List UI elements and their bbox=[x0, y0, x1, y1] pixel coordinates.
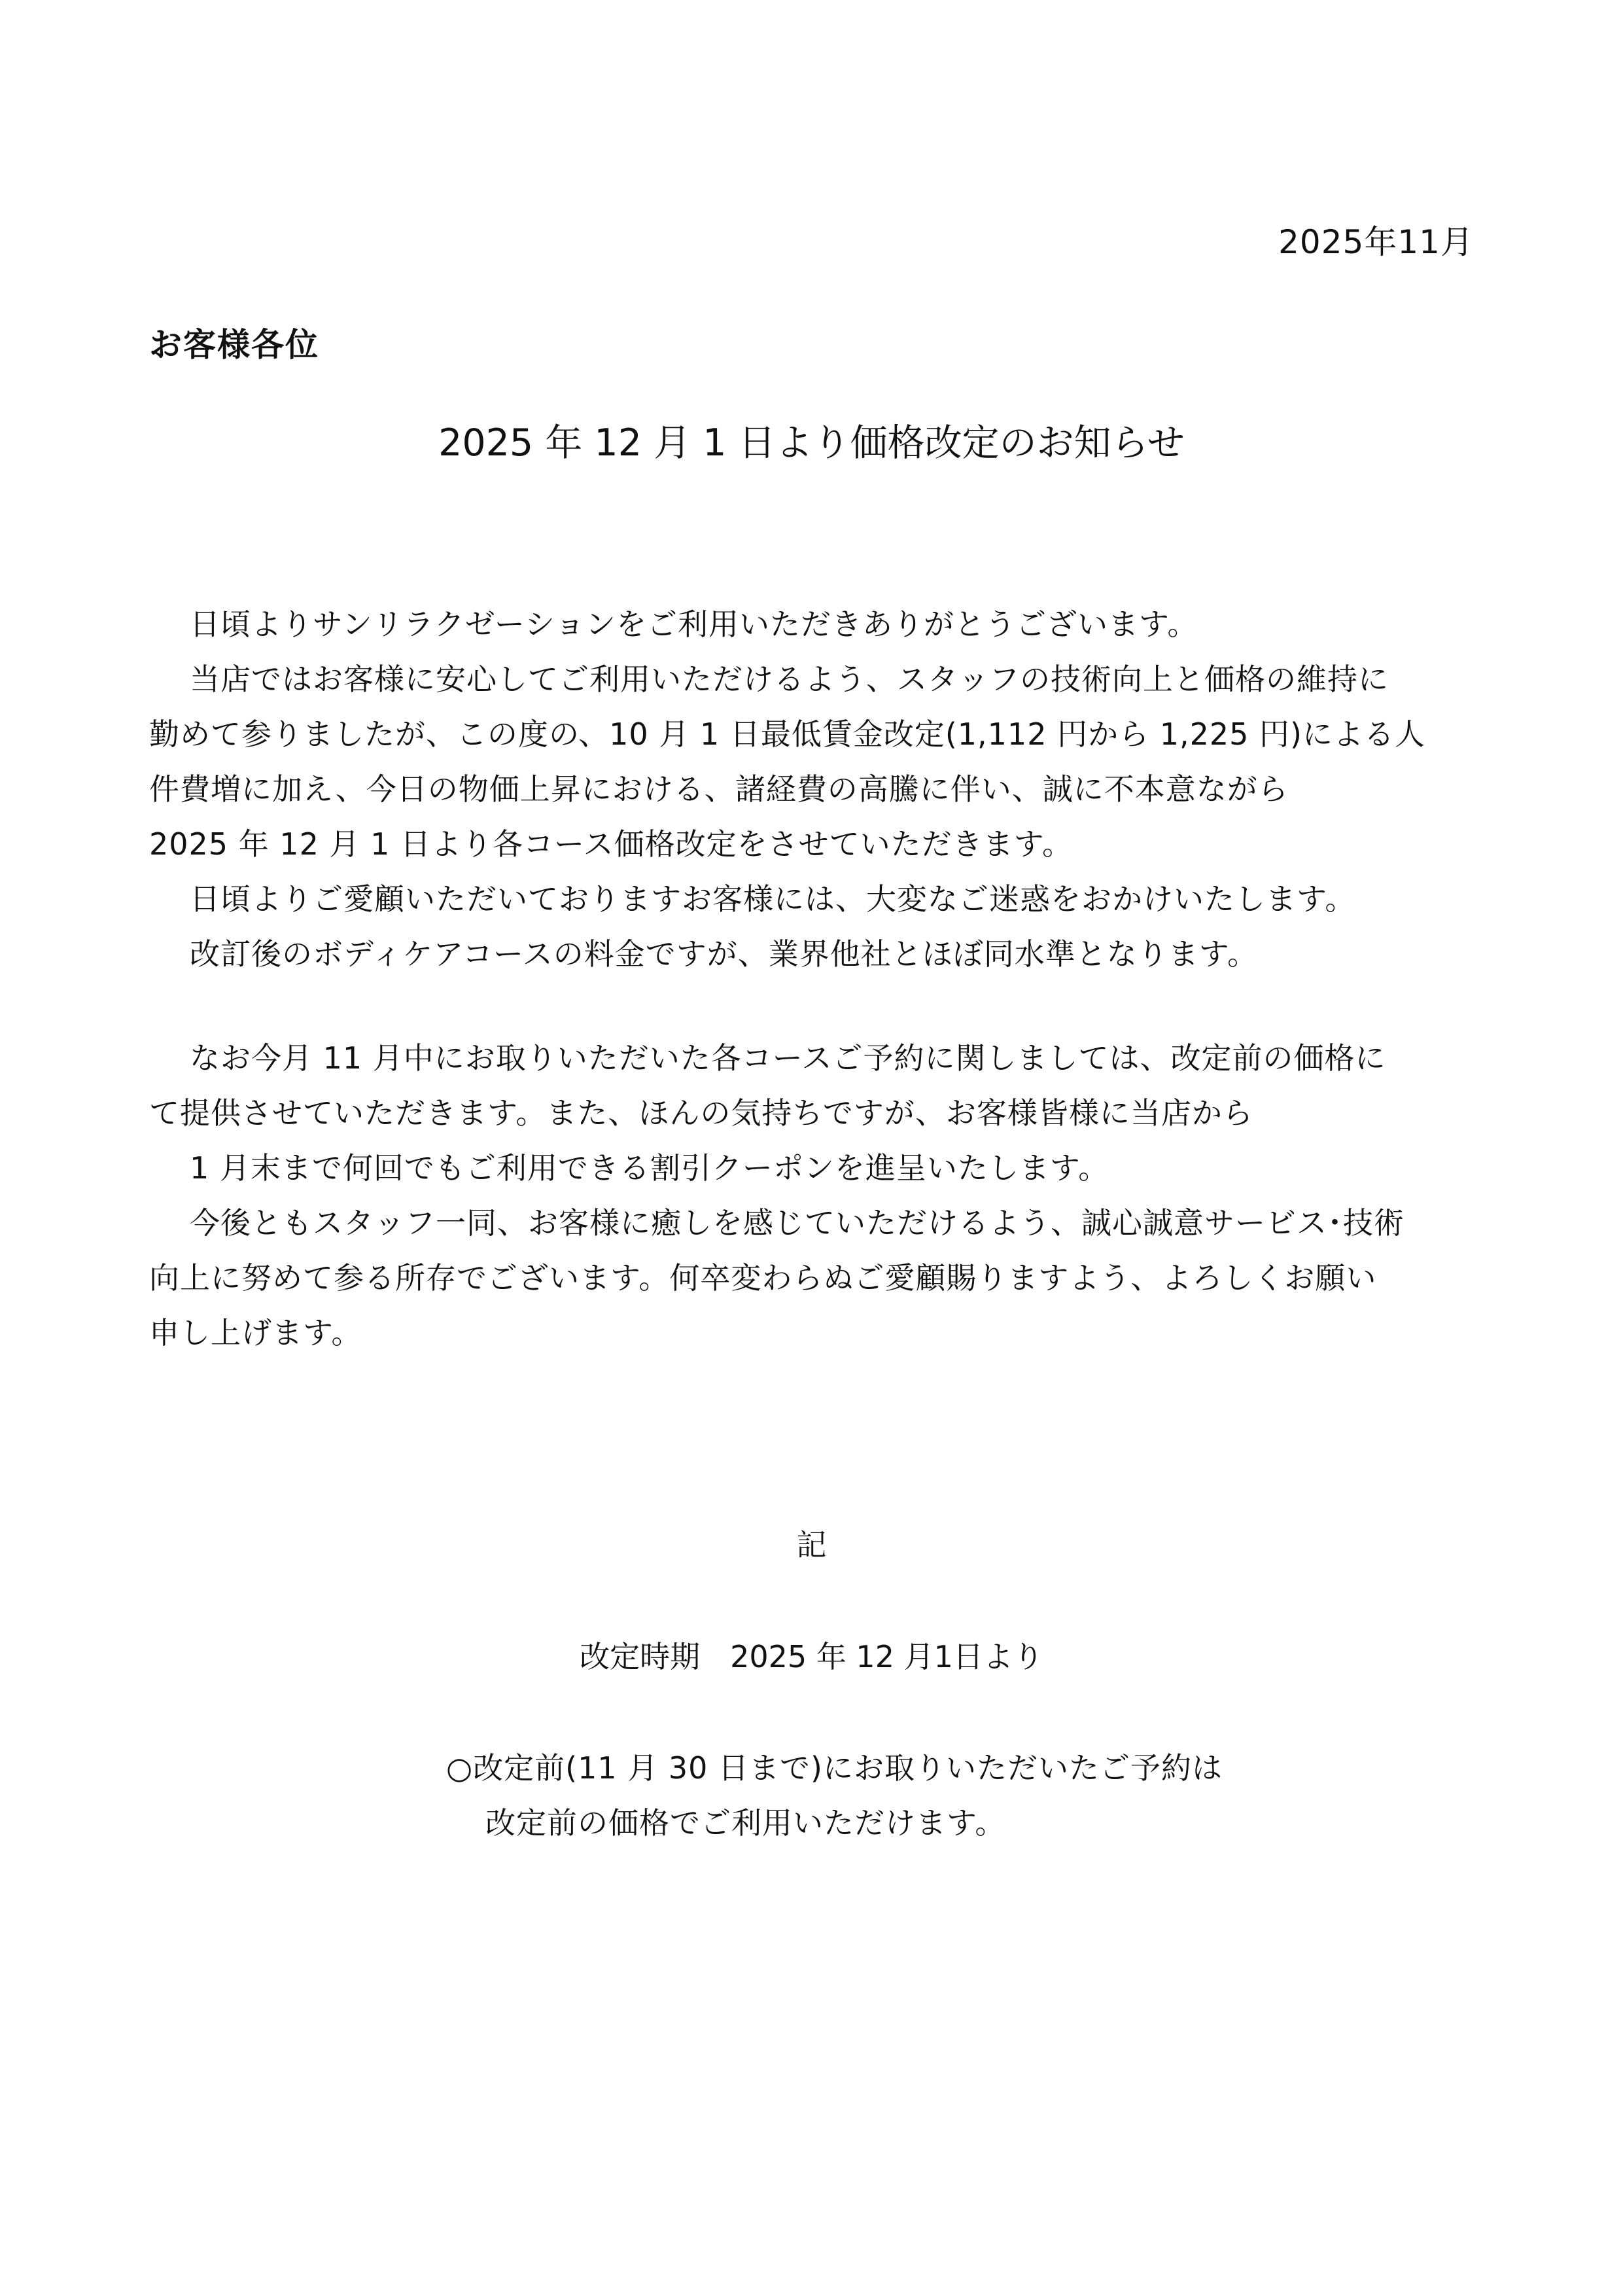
record-heading: 記 bbox=[796, 1527, 827, 1563]
revision-period: 改定時期 2025 年 12 月1日より bbox=[580, 1639, 1043, 1674]
revision-note-line-2: 改定前の価格でご利用いただけます。 bbox=[485, 1805, 1006, 1841]
document-date: 2025年11月 bbox=[1278, 223, 1474, 261]
paragraph-gap bbox=[149, 981, 1484, 1031]
addressee: お客様各位 bbox=[149, 326, 319, 364]
paragraph-greeting: 日頃よりサンリラクゼーションをご利用いただきありがとうございます。 bbox=[190, 607, 1198, 642]
paragraph-reason-line-3: 件費増に加え、今日の物価上昇における、諸経費の高騰に伴い、誠に不本意ながら bbox=[149, 771, 1289, 807]
revision-note-line-1: ○改定前(11 月 30 日まで)にお取りいただいたご予約は bbox=[446, 1750, 1223, 1786]
paragraph-closing-line-3: 申し上げます。 bbox=[149, 1315, 362, 1351]
paragraph-november-line-1: なお今月 11 月中にお取りいただいた各コースご予約に関しましては、改定前の価格に bbox=[190, 1040, 1386, 1076]
revision-note bbox=[446, 1740, 1223, 1850]
document-title: 2025 年 12 月 1 日より価格改定のお知らせ bbox=[438, 421, 1185, 465]
paragraph-apology: 日頃よりご愛顧いただいておりますお客様には、大変なご迷惑をおかけいたします。 bbox=[190, 881, 1356, 917]
paragraph-closing-line-1: 今後ともスタッフ一同、お客様に癒しを感じていただけるよう、誠心誠意サービス･技術 bbox=[190, 1205, 1405, 1241]
paragraph-reason-line-1: 当店ではお客様に安心してご利用いただけるよう、スタッフの技術向上と価格の維持に bbox=[190, 662, 1389, 697]
paragraph-reason-line-2: 勤めて参りましたが、この度の、10 月 1 日最低賃金改定(1,112 円から 1,225 円)による人 bbox=[149, 716, 1425, 752]
paragraph-reason-line-4: 2025 年 12 月 1 日より各コース価格改定をさせていただきます。 bbox=[149, 826, 1073, 862]
paragraph-pricing: 改訂後のボディケアコースの料金ですが、業界他社とほぼ同水準となります。 bbox=[190, 936, 1259, 972]
body-text bbox=[149, 597, 1484, 1360]
paragraph-november-line-2: て提供させていただきます。また、ほんの気持ちですが、お客様皆様に当店から bbox=[149, 1095, 1253, 1131]
paragraph-november-line-3: 1 月末まで何回でもご利用できる割引クーポンを進呈いたします。 bbox=[190, 1150, 1109, 1186]
paragraph-closing-line-2: 向上に努めて参る所存でございます。何卒変わらぬご愛顧賜りますよう、よろしくお願い bbox=[149, 1260, 1377, 1296]
